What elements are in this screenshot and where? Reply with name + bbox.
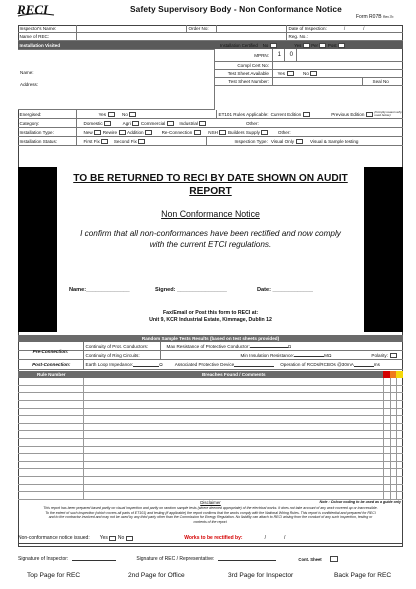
continuity-ring-label: Continuity of Ring Circuits: (83, 351, 160, 359)
industrial-checkbox[interactable] (199, 121, 206, 126)
notice-signed-field[interactable]: Signed: ________________ (155, 287, 227, 293)
type-addition: Addition (127, 129, 144, 135)
test-sheet-no: No (303, 71, 309, 76)
test-sheet-yes: Yes (277, 71, 285, 76)
energised-no-checkbox[interactable] (129, 112, 136, 117)
current-edition: Current Edition (270, 111, 302, 117)
reg-no-field[interactable] (286, 33, 403, 40)
rec-name-field[interactable] (76, 33, 286, 40)
certified-per-checkbox[interactable] (319, 43, 326, 48)
table-cell-divider (83, 462, 84, 469)
table-cell-divider (390, 386, 391, 393)
notice-name-field[interactable]: Name:______________ (69, 287, 130, 293)
rule-number-header: Rule Number (36, 372, 66, 377)
energised-row (18, 110, 403, 119)
table-cell-divider (383, 477, 384, 484)
reci-logo (16, 2, 56, 18)
visual-only-checkbox[interactable] (296, 139, 303, 144)
certified-yes-checkbox[interactable] (303, 43, 310, 48)
table-cell-divider (390, 477, 391, 484)
reci-logo-mark (16, 2, 56, 18)
table-cell-divider (83, 477, 84, 484)
installation-status-label: Installation Status: (19, 138, 58, 144)
table-cell-divider (383, 462, 384, 469)
nc-issued-no-checkbox[interactable] (126, 536, 133, 541)
category-label: Category: (19, 120, 40, 126)
agri-checkbox[interactable] (132, 121, 139, 126)
order-no-label: Order No: (186, 25, 216, 32)
type-reconnection: Re-Connection (161, 129, 193, 135)
notice-statement (57, 229, 364, 250)
nc-issued-yes-checkbox[interactable] (109, 536, 116, 541)
table-cell-divider (83, 431, 84, 438)
table-cell-divider (390, 378, 391, 385)
max-resistance-field[interactable] (160, 342, 403, 350)
table-cell-divider (83, 424, 84, 431)
breaches-header-row (18, 371, 403, 378)
pre-connection-label: Pre-Connection: (32, 348, 69, 354)
disclaimer-line-3: and to the contractor involved and may not be used by any third party other than the Commission for Energy Regulation. No liability can attach to RECI arising from the conduct of any such inspection, testing or (48, 515, 373, 520)
category-industrial: Industrial (179, 120, 198, 126)
sig-rec-line[interactable] (218, 557, 276, 561)
certified-label: Installation Certified (220, 42, 258, 48)
mprn-row (215, 49, 403, 62)
table-cell-divider (390, 393, 391, 400)
table-cell-divider (390, 484, 391, 491)
table-cell-divider (396, 454, 397, 461)
table-cell-divider (396, 469, 397, 476)
severity-yellow-swatch (396, 371, 403, 378)
inspector-name-field[interactable] (76, 25, 186, 32)
seal-no-label: Seal No (372, 79, 389, 84)
table-cell-divider (390, 416, 391, 423)
compl-cert-field[interactable] (272, 62, 403, 69)
address-label: Address: (20, 82, 39, 87)
page-copy-3: 3rd Page for Inspector (228, 572, 294, 579)
disclaimer-line-4: contents of the report. (193, 519, 228, 524)
max-resistance-line (250, 344, 288, 348)
table-cell-divider (383, 408, 384, 415)
assoc-device-line (234, 363, 274, 367)
nc-issued-yes: Yes (99, 535, 108, 541)
min-insulation-unit: MΩ (324, 352, 332, 358)
nc-issued-label: Non-conformance notice issued: (18, 535, 90, 541)
table-cell-divider (390, 469, 391, 476)
installation-status-options (76, 137, 206, 145)
category-commercial: Commercial (140, 120, 166, 126)
disclaimer-text (18, 506, 403, 524)
energised-no: No (122, 111, 128, 117)
type-nsh: NSH (208, 129, 218, 135)
table-cell-divider (396, 484, 397, 491)
notice-title (57, 173, 364, 198)
type-builders-supply: Builders Supply (227, 129, 260, 135)
table-cell-divider (83, 492, 84, 499)
addition-checkbox[interactable] (145, 130, 152, 135)
earth-loop-label: Earth Loop Impedance: (85, 362, 134, 367)
severity-red-swatch (383, 371, 390, 378)
certified-yes: Yes (294, 42, 302, 48)
table-cell-divider (383, 446, 384, 453)
severity-orange-swatch (390, 371, 397, 378)
commercial-checkbox[interactable] (167, 121, 174, 126)
certified-post: Post (327, 42, 337, 48)
rewire-checkbox[interactable] (119, 130, 126, 135)
test-sheet-yes-checkbox[interactable] (287, 71, 294, 76)
footer-divider (18, 543, 403, 544)
category-agri: Agri (122, 120, 131, 126)
category-other: Other: (245, 120, 259, 126)
cont-sheet-checkbox[interactable] (330, 556, 338, 562)
nsh-checkbox[interactable] (219, 130, 226, 135)
notice-statement-line-1: I confirm that all non-conformances have been rectified and now comply (80, 229, 341, 238)
notice-statement-line-2: with the current ETCI regulations. (149, 239, 272, 249)
certified-no-checkbox[interactable] (270, 43, 277, 48)
inspection-type-options (206, 137, 403, 145)
post-connection-label: Post-Connection: (32, 362, 71, 367)
disclaimer-title: Disclaimer (200, 500, 221, 505)
table-cell-divider (383, 492, 384, 499)
logo-text: RECI (17, 2, 49, 17)
energised-options (76, 110, 216, 118)
table-cell-divider (390, 439, 391, 446)
nc-issued-row (18, 535, 403, 541)
table-cell-divider (83, 469, 84, 476)
disclaimer-line-1: This report has been prepared based partly on visual inspection and partly on random sample tests (where deemed appropriate) of the electrical works. It does not take account of any work covered up or inaccessible. (43, 506, 378, 510)
installation-type-options (76, 128, 403, 136)
table-cell-divider (383, 431, 384, 438)
rcd-operation-line (354, 363, 374, 367)
notice-title-line-2: REPORT (189, 185, 232, 197)
table-cell-divider (390, 446, 391, 453)
mprn-digit-1[interactable]: 1 (272, 49, 284, 61)
current-edition-checkbox[interactable] (303, 112, 310, 117)
status-first-fix: First Fix (83, 138, 100, 144)
notice-date-field[interactable]: Date: _____________ (257, 287, 313, 293)
name-label: Name: (20, 70, 34, 75)
table-cell-divider (383, 484, 384, 491)
table-cell-divider (390, 424, 391, 431)
table-cell-divider (396, 393, 397, 400)
compl-cert-row (215, 62, 403, 70)
installation-certified (215, 41, 403, 49)
rec-name-label: Name of REC: (19, 34, 50, 39)
first-fix-checkbox[interactable] (101, 139, 108, 144)
mprn-digit-2[interactable]: 0 (284, 49, 296, 61)
test-sheet-number-field[interactable] (272, 78, 362, 85)
cont-sheet-label: Cont. Sheet (298, 556, 322, 562)
min-insulation-field[interactable] (160, 351, 403, 359)
sig-inspector-label: Signature of Inspector: (18, 556, 69, 562)
disclaimer-line-2: To the extent of such inspection (which covers all parts of ET101) and testing (if applicable) the report confirms that the works comply with the National Wiring Rules. This report is confidential and prepared for RECI (45, 510, 376, 515)
notice-border-left (18, 167, 57, 332)
notice-subtitle: Non Conformance Notice (161, 209, 260, 219)
table-cell-divider (383, 416, 384, 423)
table-cell-divider (383, 454, 384, 461)
post-connection-fields[interactable] (83, 360, 403, 369)
test-sheet-label: Test Sheet Available (227, 71, 269, 76)
rectified-date-sep-1: / (264, 535, 266, 541)
certified-post-checkbox[interactable] (338, 43, 345, 48)
inspection-visual-only: Visual Only (270, 138, 295, 144)
table-cell-divider (390, 454, 391, 461)
page-copy-1: Top Page for REC (27, 572, 81, 579)
tests-header: Random Sample Tests Results (based on test sheets provided) (18, 335, 403, 342)
energised-label: Energised: (19, 111, 42, 117)
table-cell-divider (390, 492, 391, 499)
table-cell-divider (396, 431, 397, 438)
table-cell-divider (383, 393, 384, 400)
sig-rec-label: Signature of REC / Representative: (136, 556, 215, 562)
table-cell-divider (83, 386, 84, 393)
certified-no: No (262, 42, 269, 48)
table-cell-divider (383, 378, 384, 385)
table-cell-divider (396, 424, 397, 431)
rcd-operation-label: Operation of RCDs/RCBOs @30mA (280, 362, 354, 367)
polarity-label: Polarity: (371, 352, 388, 358)
min-insulation-line (294, 353, 324, 357)
max-resistance-label: Max Resistance of Protective Conductor: (166, 343, 250, 349)
table-cell-divider (396, 378, 397, 385)
inspection-visual-sample: Visual & Sample testing (310, 138, 359, 144)
form-reference (356, 14, 393, 20)
type-new: New (83, 129, 93, 135)
table-cell-divider (390, 431, 391, 438)
table-cell-divider (396, 439, 397, 446)
installation-status-row (18, 137, 403, 146)
table-cell-divider (396, 401, 397, 408)
date-label: Date of Inspection: (288, 26, 327, 31)
test-sheet-number-row (215, 78, 403, 86)
second-fix-checkbox[interactable] (138, 139, 145, 144)
post-connection-row (18, 360, 403, 370)
table-cell-divider (83, 446, 84, 453)
installation-type-row (18, 128, 403, 137)
notice-return-address (57, 310, 364, 323)
inspector-name-label: Inspector's Name: (19, 26, 57, 31)
table-cell-divider (396, 408, 397, 415)
table-row[interactable] (18, 492, 403, 500)
notice-border-right (364, 167, 403, 332)
energised-yes: Yes (98, 111, 106, 117)
rcd-unit: ms (373, 362, 380, 367)
table-cell-divider (83, 484, 84, 491)
date-of-inspection[interactable] (286, 25, 403, 32)
notice-title-line-1: TO BE RETURNED TO RECI BY DATE SHOWN ON AUDIT (73, 173, 348, 184)
table-cell-divider (83, 439, 84, 446)
works-rectified-label: Works to be rectified by: (184, 535, 243, 541)
type-rewire: Rewire (102, 129, 117, 135)
table-cell-divider (83, 378, 84, 385)
table-cell-divider (396, 492, 397, 499)
previous-note: (Comply reason why used below) (374, 110, 402, 117)
order-no-field[interactable] (216, 25, 286, 32)
test-sheet-number-label: Test Sheet Number: (228, 79, 269, 84)
continuity-prot-label: Continuity of Prot. Conductors: (83, 342, 160, 350)
table-cell-divider (390, 462, 391, 469)
table-cell-divider (383, 401, 384, 408)
min-insulation-label: Min Insulation Resistance: (240, 352, 295, 358)
form-revision: Rev.7b (382, 15, 394, 19)
max-resistance-unit: Ω (287, 343, 292, 349)
table-cell-divider (396, 462, 397, 469)
builders-supply-checkbox[interactable] (261, 130, 268, 135)
page-title: Safety Supervisory Body - Non Conformance Notice (130, 4, 342, 14)
rec-row (18, 33, 403, 41)
inspector-row (18, 25, 403, 33)
fax-line-2: Unit 9, KCR Industrial Estate, Kimmage, Dublin 12 (149, 316, 272, 323)
table-cell-divider (83, 408, 84, 415)
previous-edition: Previous Edition (331, 111, 365, 117)
table-cell-divider (396, 416, 397, 423)
table-cell-divider (83, 393, 84, 400)
mprn-label: MPRN: (254, 52, 269, 58)
breaches-header: Breaches Found / Comments (201, 372, 266, 377)
category-row (18, 119, 403, 128)
table-cell-divider (383, 469, 384, 476)
rectified-date-sep-2: / (283, 535, 286, 541)
new-checkbox[interactable] (94, 130, 101, 135)
page-copy-2: 2nd Page for Office (128, 572, 185, 579)
colour-coding-note: Note : Colour coding to be used as a guide only (319, 500, 401, 504)
table-cell-divider (383, 424, 384, 431)
compl-cert-label: Compl Cert No: (237, 63, 269, 68)
seal-no-field[interactable] (362, 78, 403, 85)
date-sep-2: / (363, 26, 365, 31)
status-second-fix: Second Fix (113, 138, 137, 144)
mprn-rest-field[interactable] (296, 49, 403, 61)
inspection-type-label: Inspection Type: (234, 138, 268, 144)
reg-no-label: Reg. No.: (288, 34, 308, 39)
nc-issued-no: No (117, 535, 125, 541)
table-cell-divider (83, 454, 84, 461)
table-cell-divider (396, 446, 397, 453)
energised-yes-checkbox[interactable] (108, 112, 115, 117)
table-cell-divider (396, 477, 397, 484)
assoc-device-label: Associated Protective Device (174, 362, 235, 367)
earth-loop-unit: Ω (159, 362, 163, 367)
table-cell-divider (390, 408, 391, 415)
date-sep-1: / (343, 26, 346, 31)
category-options (76, 119, 403, 127)
table-cell-divider (396, 386, 397, 393)
table-cell-divider (383, 386, 384, 393)
installation-type-label: Installation Type: (19, 129, 54, 135)
type-other: Other: (277, 129, 291, 135)
test-sheet-row (215, 70, 403, 78)
table-cell-divider (390, 401, 391, 408)
table-cell-divider (83, 401, 84, 408)
test-sheet-no-checkbox[interactable] (310, 71, 317, 76)
table-cell-divider (83, 416, 84, 423)
reconnection-checkbox[interactable] (194, 130, 201, 135)
form-ref-number: Form R07B (356, 14, 382, 20)
table-cell-divider (383, 439, 384, 446)
notice-panel (57, 167, 364, 332)
previous-edition-checkbox[interactable] (366, 112, 373, 117)
category-domestic: Domestic (83, 120, 103, 126)
sig-inspector-line[interactable] (72, 557, 116, 561)
etci-rules (216, 110, 403, 118)
address-block[interactable] (18, 49, 215, 110)
test-sheet-options (272, 70, 403, 77)
installation-header: Installation Visited (19, 42, 61, 48)
domestic-checkbox[interactable] (104, 121, 111, 126)
signatures-row (18, 556, 403, 562)
page-copy-4: Back Page for REC (334, 572, 392, 579)
etci-label: ET101 Rules Applicable: (218, 111, 269, 117)
fax-line-1: Fax/Email or Post this form to RECI at: (162, 310, 259, 316)
certified-per: Per (311, 42, 318, 48)
polarity-checkbox[interactable] (390, 353, 397, 358)
earth-loop-line (133, 363, 159, 367)
